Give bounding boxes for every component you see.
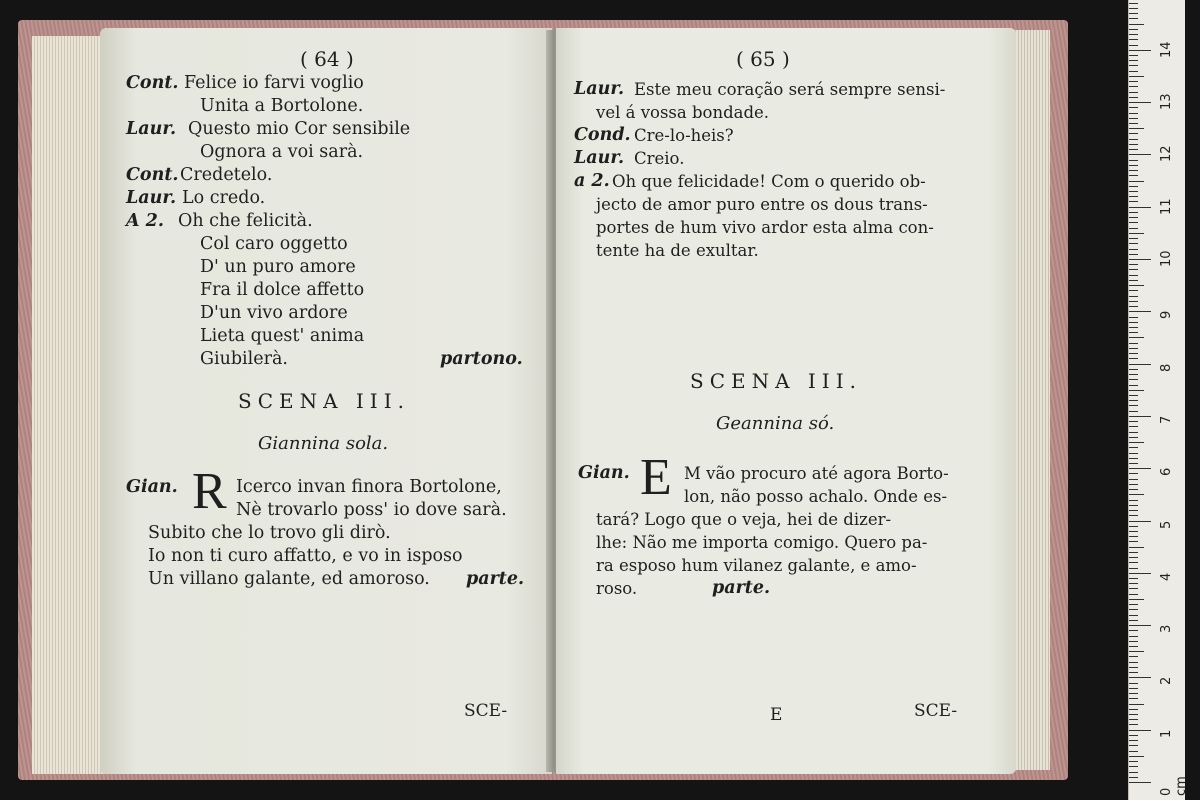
prose-line: ra esposo hum vilanez galante, e amo- [596, 556, 917, 575]
ruler-tick [1129, 662, 1138, 663]
ruler-tick [1129, 625, 1151, 626]
ruler-tick [1129, 165, 1138, 166]
ruler-tick [1129, 453, 1138, 454]
ruler-tick [1129, 745, 1138, 746]
ruler-tick [1129, 102, 1151, 103]
ruler-tick [1129, 756, 1144, 757]
ruler-tick [1129, 599, 1144, 600]
ruler-tick [1129, 343, 1138, 344]
ruler-tick [1129, 306, 1138, 307]
ruler-tick [1129, 149, 1138, 150]
ruler-tick [1129, 557, 1138, 558]
ruler-tick [1129, 353, 1138, 354]
speaker-label: a 2. [574, 171, 610, 191]
prose-line: Oh que felicidade! Com o querido ob- [612, 172, 926, 191]
ruler-tick [1129, 107, 1138, 108]
ruler-tick [1129, 13, 1138, 14]
ruler-tick [1129, 18, 1138, 19]
verse-line: Io non ti curo affatto, e vo in isposo [148, 546, 463, 566]
ruler-tick [1129, 667, 1138, 668]
ruler-tick [1129, 259, 1151, 260]
ruler-tick [1129, 81, 1138, 82]
verse-line: Nè trovarlo poss' io dove sarà. [236, 500, 507, 520]
ruler-tick [1129, 766, 1138, 767]
ruler-tick [1129, 583, 1138, 584]
speaker-label: Cond. [574, 125, 631, 145]
ruler-tick [1129, 212, 1138, 213]
ruler-tick [1129, 772, 1138, 773]
page-number-right: ( 65 ) [736, 47, 790, 71]
ruler-tick [1129, 578, 1138, 579]
ruler-tick [1129, 348, 1138, 349]
speaker-label: A 2. [126, 211, 164, 231]
ruler-tick [1129, 275, 1138, 276]
ruler-tick [1129, 191, 1138, 192]
ruler-tick [1129, 714, 1138, 715]
ruler-tick [1129, 228, 1138, 229]
verse-line: Oh che felicità. [178, 211, 313, 231]
ruler-tick [1129, 416, 1151, 417]
catchword: SCE- [464, 701, 508, 721]
verse-line: Lo credo. [182, 188, 266, 208]
verse-line: Giubilerà. [200, 349, 288, 369]
ruler-tick [1129, 369, 1138, 370]
prose-line: roso. [596, 579, 638, 598]
ruler-tick [1129, 636, 1138, 637]
measuring-ruler [1128, 0, 1189, 800]
prose-line: tente ha de exultar. [596, 241, 759, 260]
ruler-tick [1129, 677, 1151, 678]
ruler-tick [1129, 269, 1138, 270]
ruler-tick [1129, 730, 1151, 731]
ruler-tick [1129, 249, 1138, 250]
ruler-tick [1129, 50, 1151, 51]
ruler-tick [1129, 296, 1138, 297]
verse-line: Subito che lo trovo gli dirò. [148, 523, 391, 543]
ruler-tick [1129, 97, 1138, 98]
ruler-tick [1129, 494, 1144, 495]
ruler-number: 14 [1159, 41, 1174, 58]
ruler-tick [1129, 656, 1138, 657]
ruler-tick [1129, 238, 1138, 239]
ruler-tick [1129, 604, 1138, 605]
drop-cap: R [192, 463, 227, 520]
ruler-tick [1129, 139, 1138, 140]
scene-subtitle: Giannina sola. [258, 433, 389, 454]
ruler-tick [1129, 651, 1144, 652]
ruler-number: 1 [1159, 729, 1174, 738]
ruler-tick [1129, 646, 1138, 647]
speaker-label: Laur. [574, 79, 625, 99]
speaker-label: Gian. [578, 463, 630, 483]
ruler-tick [1129, 552, 1138, 553]
ruler-tick [1129, 609, 1138, 610]
verse-line: Credetelo. [180, 165, 273, 185]
ruler-tick [1129, 405, 1138, 406]
ruler-number: 13 [1159, 93, 1174, 111]
ruler-tick [1129, 735, 1138, 736]
ruler-tick [1129, 337, 1144, 338]
ruler-tick [1129, 437, 1138, 438]
ruler-tick [1129, 411, 1138, 412]
ruler-tick [1129, 86, 1138, 87]
prose-line: Creio. [634, 149, 685, 168]
ruler-tick [1129, 60, 1138, 61]
ruler-tick [1129, 672, 1138, 673]
ruler-tick [1129, 233, 1144, 234]
ruler-tick [1129, 144, 1138, 145]
stage-direction: parte. [466, 569, 525, 589]
page-number-left: ( 64 ) [300, 47, 354, 71]
prose-line: vel á vossa bondade. [596, 103, 770, 122]
ruler-tick [1129, 45, 1138, 46]
ruler-tick [1129, 594, 1138, 595]
ruler-tick [1129, 254, 1138, 255]
prose-line: Este meu coração será sempre sensi- [634, 80, 946, 99]
scene-heading: SCENA III. [690, 369, 862, 393]
ruler-tick [1129, 547, 1144, 548]
ruler-tick [1129, 709, 1138, 710]
ruler-tick [1129, 463, 1138, 464]
right-page-edges [1010, 30, 1050, 770]
ruler-tick [1129, 505, 1138, 506]
ruler-tick [1129, 510, 1138, 511]
ruler-tick [1129, 181, 1144, 182]
ruler-tick [1129, 290, 1138, 291]
verse-line: Felice io farvi voglio [184, 73, 364, 93]
ruler-tick [1129, 541, 1138, 542]
speaker-label: Cont. [126, 165, 179, 185]
left-page [100, 28, 552, 774]
ruler-tick [1129, 390, 1144, 391]
ruler-tick [1129, 8, 1138, 9]
speaker-label: Laur. [126, 119, 177, 139]
ruler-number: 9 [1159, 311, 1174, 320]
ruler-tick [1129, 322, 1138, 323]
ruler-tick [1129, 55, 1138, 56]
ruler-tick [1129, 65, 1138, 66]
ruler-tick [1129, 243, 1138, 244]
prose-line: Cre-lo-heis? [634, 126, 734, 145]
ruler-tick [1129, 39, 1138, 40]
ruler-tick [1129, 641, 1138, 642]
ruler-tick [1129, 379, 1138, 380]
stage-direction: parte. [712, 578, 771, 598]
verse-line: D'un vivo ardore [200, 303, 348, 323]
ruler-tick [1129, 615, 1138, 616]
ruler-tick [1129, 531, 1138, 532]
ruler-number: 12 [1159, 145, 1174, 163]
ruler-tick [1129, 698, 1138, 699]
ruler-tick [1129, 113, 1138, 114]
ruler-tick [1129, 301, 1138, 302]
ruler-tick [1129, 719, 1138, 720]
ruler-tick [1129, 724, 1138, 725]
speaker-label: Gian. [126, 477, 178, 497]
drop-cap: E [640, 449, 672, 506]
speaker-label: Laur. [574, 148, 625, 168]
verse-line: Unita a Bortolone. [200, 96, 364, 116]
ruler-tick [1129, 170, 1138, 171]
ruler-tick [1129, 364, 1151, 365]
ruler-number: 7 [1159, 415, 1174, 424]
ruler-tick [1129, 332, 1138, 333]
ruler-tick [1129, 123, 1138, 124]
ruler-tick [1129, 426, 1138, 427]
ruler-tick [1129, 395, 1138, 396]
ruler-tick [1129, 536, 1138, 537]
ruler-tick [1129, 327, 1138, 328]
ruler-number: 11 [1159, 198, 1174, 215]
catchword: SCE- [914, 701, 958, 721]
ruler-number: 3 [1159, 624, 1174, 634]
ruler-number: 10 [1159, 250, 1174, 267]
ruler-number: 6 [1159, 467, 1174, 477]
ruler-tick [1129, 521, 1151, 522]
ruler-tick [1129, 92, 1138, 93]
verse-line: Ognora a voi sarà. [200, 142, 364, 162]
prose-line: M vão procuro até agora Borto- [684, 464, 949, 483]
verse-line: D' un puro amore [200, 257, 356, 277]
ruler-tick [1129, 128, 1144, 129]
ruler-tick [1129, 489, 1138, 490]
ruler-tick [1129, 133, 1138, 134]
scene-heading: SCENA III. [238, 389, 410, 413]
verse-line: Fra il dolce affetto [200, 280, 365, 300]
ruler-tick [1129, 71, 1138, 72]
ruler-tick [1129, 568, 1138, 569]
ruler-tick [1129, 588, 1138, 589]
ruler-tick [1129, 751, 1138, 752]
ruler-tick [1129, 432, 1138, 433]
ruler-tick [1129, 34, 1138, 35]
ruler-tick [1129, 76, 1144, 77]
ruler-number: 4 [1159, 572, 1174, 581]
ruler-tick [1129, 400, 1138, 401]
ruler-tick [1129, 620, 1138, 621]
ruler-tick [1129, 280, 1138, 281]
ruler-tick [1129, 175, 1138, 176]
ruler-tick [1129, 154, 1151, 155]
ruler-tick [1129, 704, 1144, 705]
ruler-tick [1129, 3, 1138, 4]
ruler-tick [1129, 311, 1151, 312]
prose-line: jecto de amor puro entre os dous trans- [596, 195, 928, 214]
ruler-tick [1129, 196, 1138, 197]
ruler-tick [1129, 442, 1144, 443]
prose-line: portes de hum vivo ardor esta alma con- [596, 218, 934, 237]
ruler-tick [1129, 118, 1138, 119]
ruler-tick [1129, 630, 1138, 631]
ruler-tick [1129, 740, 1138, 741]
ruler-tick [1129, 217, 1138, 218]
ruler-tick [1129, 421, 1138, 422]
ruler-tick [1129, 285, 1144, 286]
ruler-tick [1129, 207, 1151, 208]
ruler-number: 5 [1159, 520, 1174, 529]
stage-direction: partono. [440, 349, 523, 369]
ruler-tick [1129, 29, 1138, 30]
ruler-tick [1129, 24, 1144, 25]
right-page [556, 28, 1016, 774]
ruler-tick [1129, 526, 1138, 527]
ruler-tick [1129, 777, 1138, 778]
ruler-tick [1129, 160, 1138, 161]
ruler-tick [1129, 515, 1138, 516]
verse-line: Lieta quest' anima [200, 326, 365, 346]
ruler-number: 2 [1159, 677, 1174, 686]
ruler-tick [1129, 374, 1138, 375]
ruler-tick [1129, 317, 1138, 318]
ruler-tick [1129, 222, 1138, 223]
ruler-tick [1129, 447, 1138, 448]
signature-mark: E [770, 705, 783, 725]
speaker-label: Laur. [126, 188, 177, 208]
ruler-tick [1129, 186, 1138, 187]
ruler-tick [1129, 264, 1138, 265]
ruler-tick [1129, 458, 1138, 459]
speaker-label: Cont. [126, 73, 179, 93]
ruler-tick [1129, 500, 1138, 501]
ruler-tick [1129, 683, 1138, 684]
ruler-tick [1129, 761, 1138, 762]
ruler-number: 8 [1159, 363, 1174, 372]
ruler-tick [1129, 688, 1138, 689]
ruler-tick [1129, 358, 1138, 359]
ruler-tick [1129, 782, 1151, 783]
ruler-tick [1129, 473, 1138, 474]
ruler-tick [1129, 468, 1151, 469]
verse-line: Un villano galante, ed amoroso. [148, 569, 430, 589]
verse-line: Icerco invan finora Bortolone, [236, 477, 502, 497]
ruler-tick [1129, 201, 1138, 202]
verse-line: Questo mio Cor sensibile [188, 119, 411, 139]
ruler-tick [1129, 385, 1138, 386]
verse-line: Col caro oggetto [200, 234, 348, 254]
ruler-tick [1129, 573, 1151, 574]
ruler-tick [1129, 562, 1138, 563]
prose-line: lhe: Não me importa comigo. Quero pa- [596, 533, 928, 552]
ruler-tick [1129, 484, 1138, 485]
prose-line: lon, não posso achalo. Onde es- [684, 487, 948, 506]
ruler-tick [1129, 479, 1138, 480]
prose-line: tará? Logo que o veja, hei de dizer- [596, 510, 892, 529]
ruler-unit-label: 0 cm [1159, 776, 1189, 796]
ruler-tick [1129, 693, 1138, 694]
scene-subtitle: Geannina só. [716, 413, 835, 434]
